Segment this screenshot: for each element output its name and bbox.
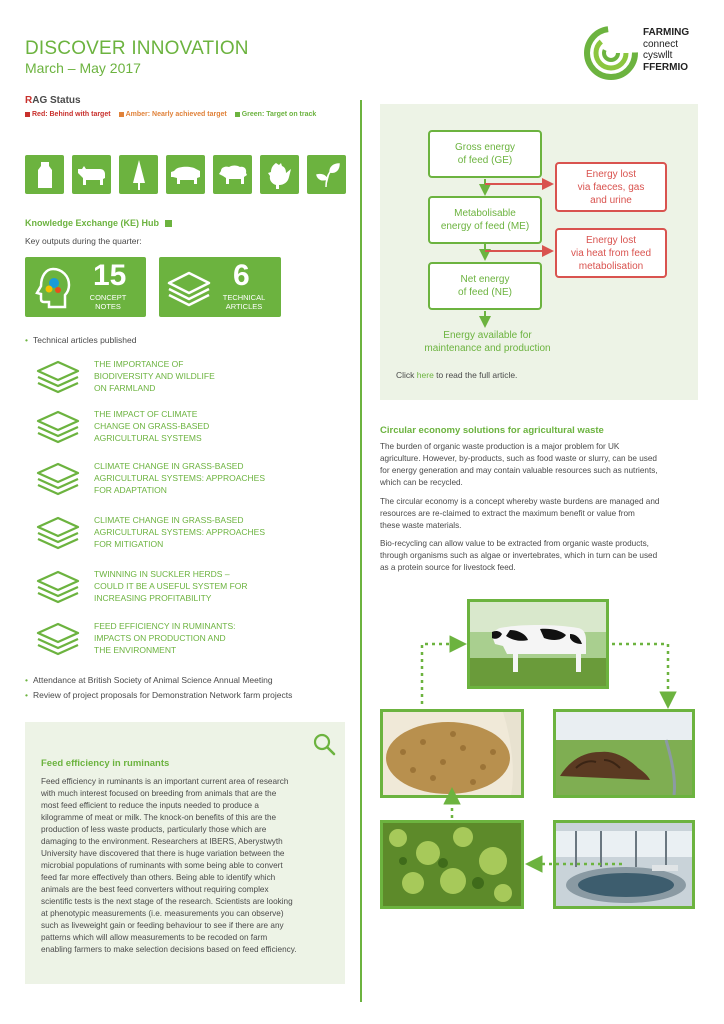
forestry-tree-icon	[119, 155, 158, 194]
bullet-project-review: • Review of project proposals for Demonstration Network farm projects	[25, 690, 292, 700]
feed-efficiency-title: Feed efficiency in ruminants	[41, 758, 170, 769]
layers-icon	[35, 622, 81, 656]
circular-paragraph-3: Bio-recycling can allow value to be extracted from organic waste products, through organisms such as algae or invertebrates, which in turn can be used as a protein source for livestock feed.	[380, 539, 658, 572]
rag-green-indicator	[165, 220, 172, 227]
column-divider	[360, 100, 362, 1002]
logo-line3: cyswllt	[643, 50, 673, 61]
beef-cattle-icon	[72, 155, 111, 194]
technical-article-item[interactable]	[35, 514, 335, 558]
concept-notes-stat	[25, 257, 146, 317]
layers-icon	[35, 462, 81, 496]
logo-line4: FFERMIO	[643, 61, 688, 73]
node-energy-lost-faeces: Energy lost via faeces, gas and urine	[555, 162, 667, 212]
read-article-text: Click here to read the full article.	[396, 370, 518, 380]
concept-notes-number: 15	[93, 259, 127, 292]
node-net-energy: Net energy of feed (NE)	[428, 262, 542, 310]
technical-article-item[interactable]	[35, 358, 335, 402]
sheep-icon	[213, 155, 252, 194]
layers-icon	[167, 271, 211, 307]
layers-icon	[35, 360, 81, 394]
rag-legend	[25, 111, 316, 118]
rag-legend-green: Green: Target on track	[235, 111, 317, 118]
ke-hub-subheading: Key outputs during the quarter:	[25, 236, 142, 246]
node-gross-energy: Gross energy of feed (GE)	[428, 130, 542, 178]
horticulture-plant-icon	[307, 155, 346, 194]
logo-line1: FARMING	[643, 27, 690, 38]
dairy-milk-icon	[25, 155, 64, 194]
technical-articles-stat	[159, 257, 281, 317]
technical-articles-label: TECHNICAL ARTICLES	[222, 293, 266, 311]
layers-icon	[35, 410, 81, 444]
energy-flow-diagram	[380, 104, 698, 400]
layers-icon	[35, 570, 81, 604]
logo-line2: connect	[643, 38, 679, 50]
magnifier-icon	[312, 732, 336, 756]
page-subtitle: March – May 2017	[25, 60, 141, 76]
articles-bullet: • Technical articles published	[25, 335, 136, 345]
article-title: THE IMPORTANCE OF BIODIVERSITY AND WILDLIFE ON FARMLAND	[94, 359, 215, 393]
technical-article-item[interactable]	[35, 620, 335, 664]
circular-paragraph-2: The circular economy is a concept whereby waste burdens are managed and resources are re-claimed to extract the maximum benefit or value from these waste materials.	[380, 497, 660, 530]
circular-economy-title: Circular economy solutions for agricultural waste	[380, 425, 604, 436]
rag-legend-amber: Amber: Nearly achieved target	[119, 111, 227, 118]
head-gears-icon	[33, 267, 71, 309]
concept-notes-label: CONCEPT NOTES	[89, 293, 127, 311]
read-article-link[interactable]: here	[416, 370, 434, 380]
technical-article-item[interactable]	[35, 460, 335, 504]
technical-article-item[interactable]	[35, 408, 335, 452]
technical-article-item[interactable]	[35, 568, 335, 612]
ke-hub-heading: Knowledge Exchange (KE) Hub	[25, 218, 172, 228]
swirl-logo-icon	[583, 25, 641, 80]
node-energy-lost-heat: Energy lost via heat from feed metabolisation	[555, 228, 667, 278]
article-title: TWINNING IN SUCKLER HERDS – COULD IT BE A USEFUL SYSTEM FOR INCREASING PROFITABILITY	[94, 569, 248, 603]
sector-icons-row	[25, 155, 346, 194]
article-title: THE IMPACT OF CLIMATE CHANGE ON GRASS-BASED AGRICULTURAL SYSTEMS	[94, 409, 210, 443]
rag-legend-red: Red: Behind with target	[25, 111, 111, 118]
rag-status-heading: RAG Status	[25, 95, 81, 106]
article-title: CLIMATE CHANGE IN GRASS-BASED AGRICULTURAL SYSTEMS: APPROACHES FOR ADAPTATION	[94, 461, 265, 495]
layers-icon	[35, 516, 81, 550]
feed-efficiency-box	[25, 722, 345, 984]
pig-icon	[166, 155, 205, 194]
feed-efficiency-body: Feed efficiency in ruminants is an important current area of research with much interest focused on breeding from animals that are the most feed efficient to reduce the inputs needed to produce a kilogramme of meat or milk. The knock-on benefits of this are the production of less waste products, particularly those which are damaging to the environment. Researchers at IBERS, Aberystwyth University have discovered that there is huge variation between the microbial populations of ruminants with some being able to convert feed far more effectively than others. Being able to identify which animals are the best feed converters without requiring complex scientific tests is the next stage of the research. Scientists are looking at phenotypic measurements (i.e. measurements you can observe) such as liveweight gain or feeding behaviour to see if there are any patterns which will allow measurements to be recoded on farm enabling farmers to make selection decisions based on feed efficiency.	[41, 777, 297, 954]
page-title: DISCOVER INNOVATION	[25, 38, 249, 59]
article-title: CLIMATE CHANGE IN GRASS-BASED AGRICULTURAL SYSTEMS: APPROACHES FOR MITIGATION	[94, 515, 265, 549]
farming-connect-logo[interactable]	[583, 25, 723, 80]
cycle-arrows	[380, 600, 704, 920]
node-metabolisable-energy: Metabolisable energy of feed (ME)	[428, 196, 542, 244]
circular-paragraph-1: The burden of organic waste production is a major problem for UK agriculture. However, by-products, such as food waste or slurry, can be used for energy generation and may contain valuable resources such as nutrients, which can be recycled.	[380, 442, 658, 487]
technical-articles-number: 6	[233, 259, 250, 292]
bullet-bsas-meeting: • Attendance at British Society of Animal Science Annual Meeting	[25, 675, 273, 685]
poultry-icon	[260, 155, 299, 194]
energy-available-text: Energy available for maintenance and production	[424, 330, 551, 354]
article-title: FEED EFFICIENCY IN RUMINANTS: IMPACTS ON PRODUCTION AND THE ENVIRONMENT	[94, 621, 236, 655]
